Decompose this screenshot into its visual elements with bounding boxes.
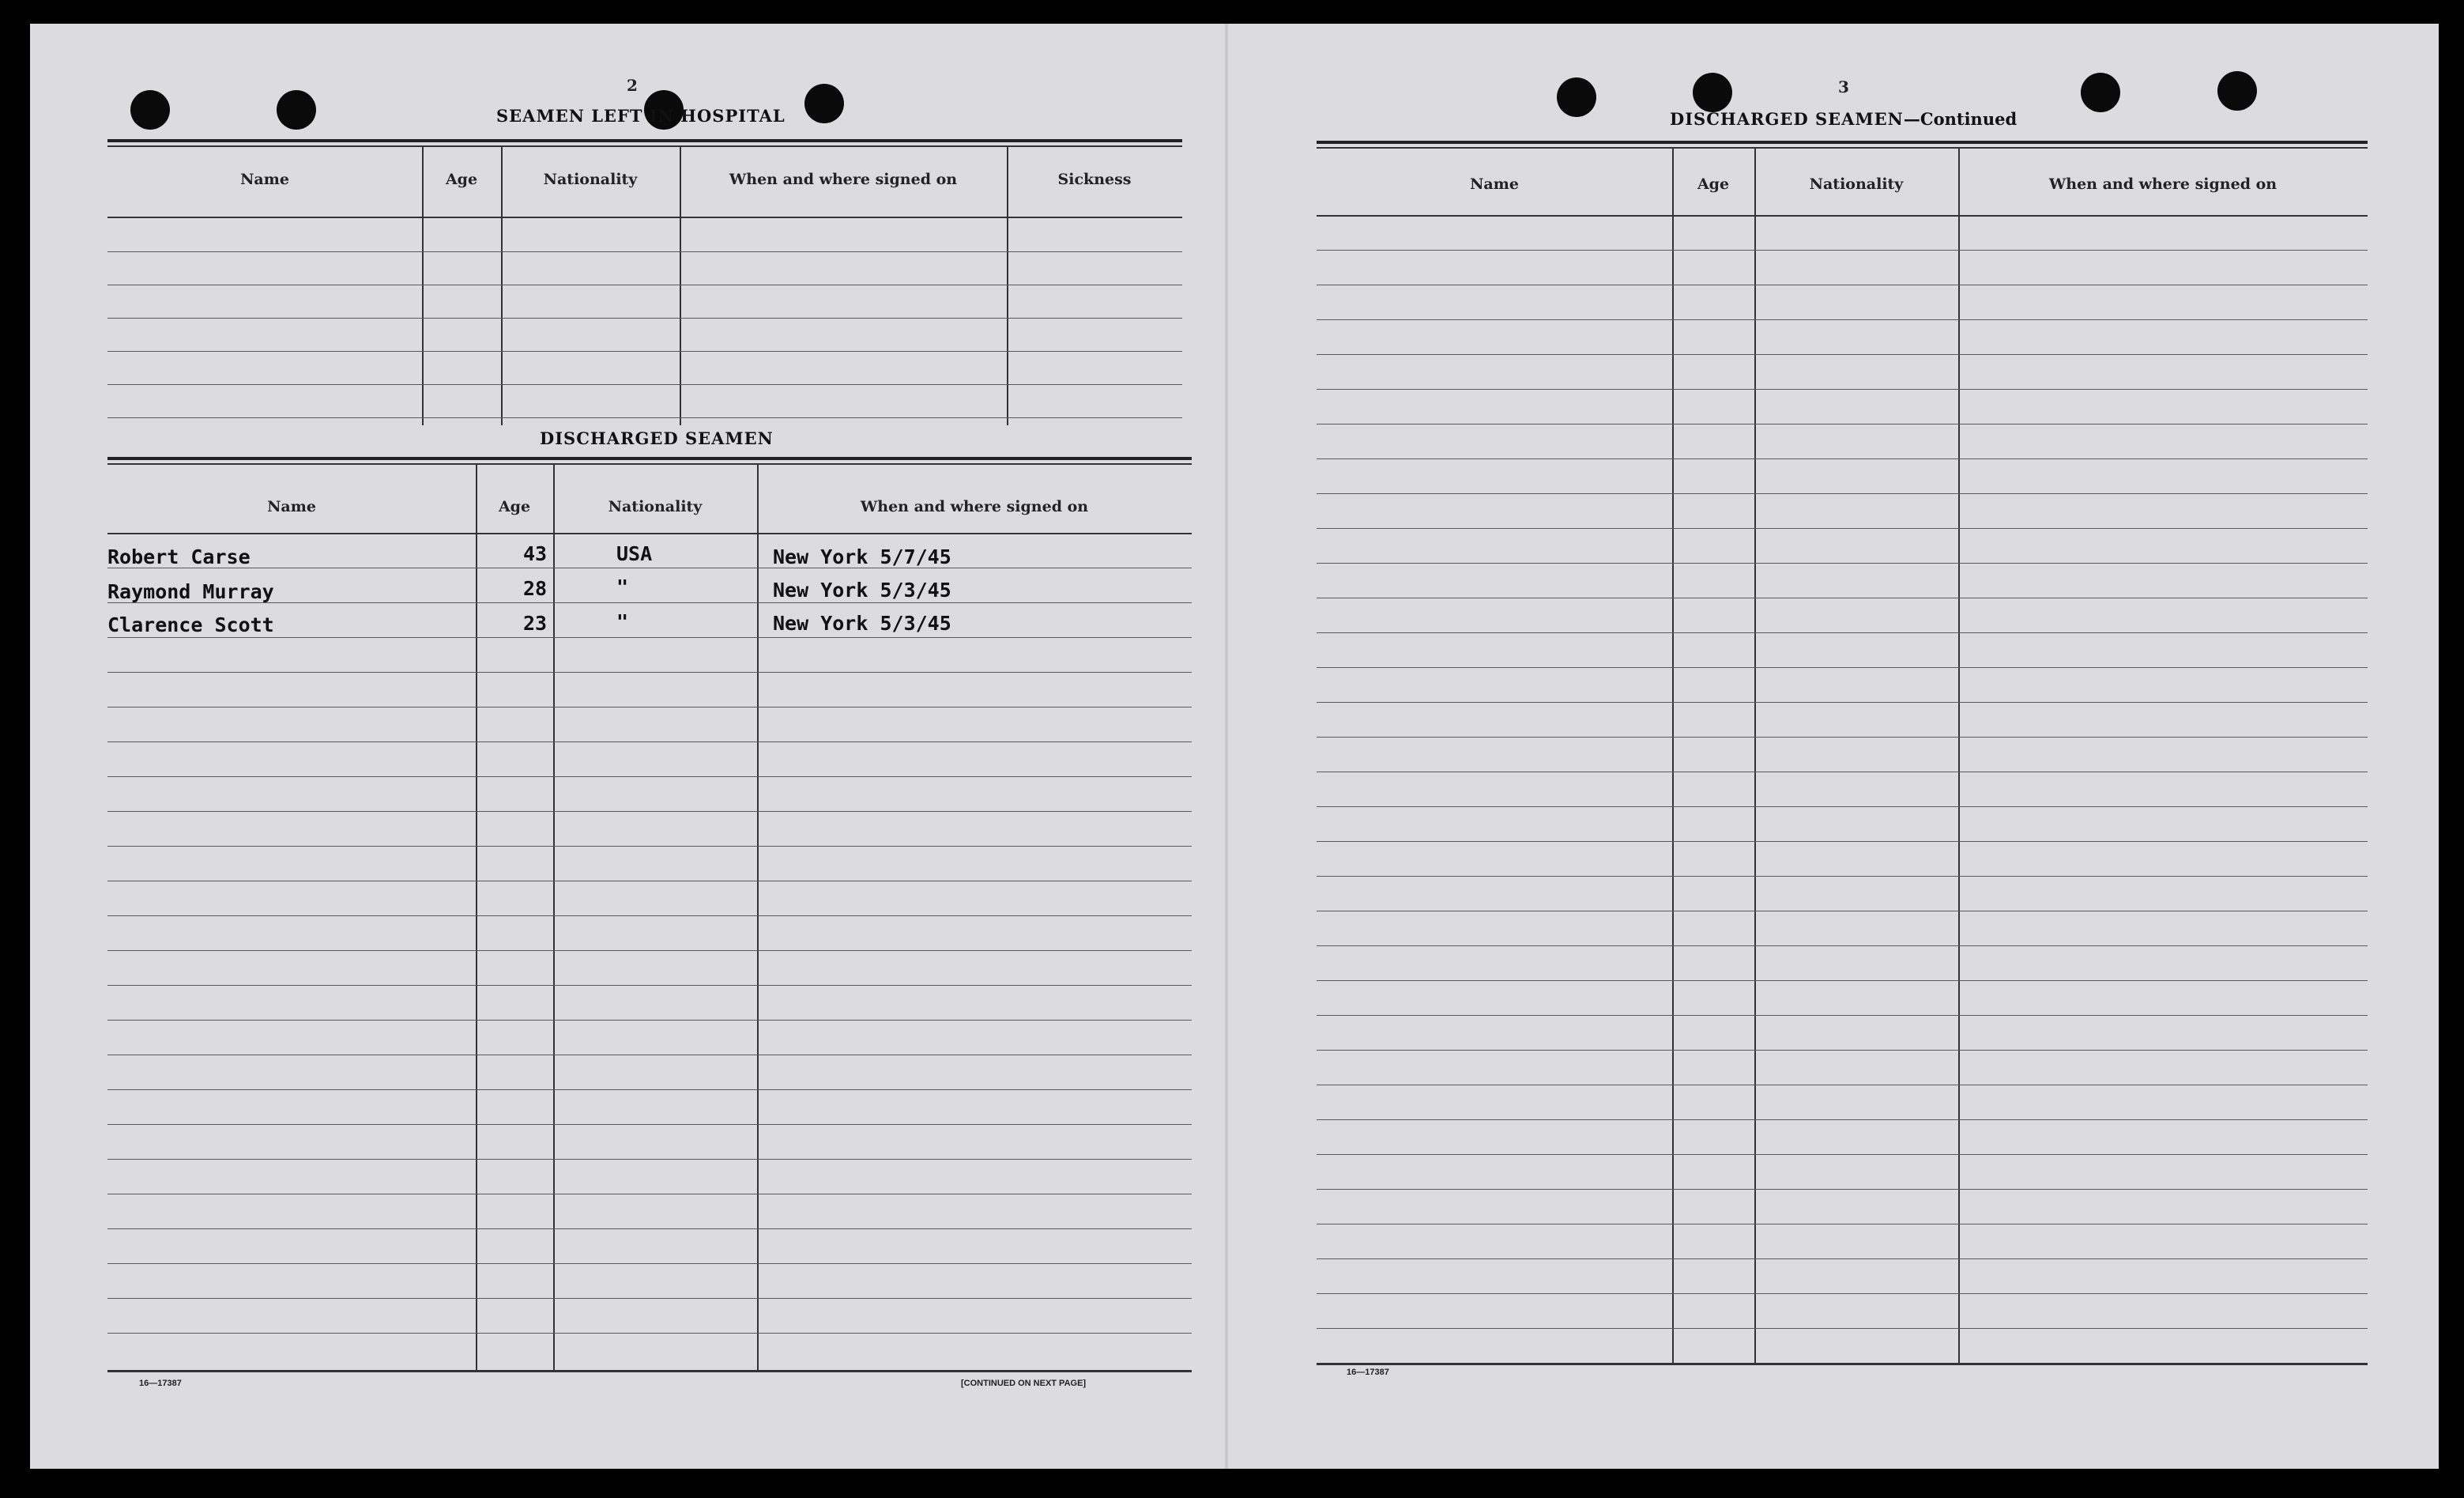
discharged-col-age: Age	[498, 498, 531, 515]
seaman-age: 43	[523, 542, 548, 565]
hospital-col-sickness: Sickness	[1057, 171, 1132, 188]
discharged-col-name: Name	[267, 498, 316, 515]
page-number-right: 3	[1838, 77, 1849, 96]
continued-col-age: Age	[1697, 175, 1730, 193]
punch-hole	[277, 90, 316, 130]
continued-col-nationality: Nationality	[1809, 175, 1904, 193]
discharged-continued-main: DISCHARGED SEAMEN	[1670, 109, 1904, 129]
hospital-col-signed-on: When and where signed on	[729, 171, 958, 188]
page-number-left: 2	[627, 76, 638, 95]
seaman-signed-on: New York 5/7/45	[773, 545, 951, 568]
hospital-section-title: SEAMEN LEFT IN HOSPITAL	[496, 106, 786, 126]
seaman-nationality: "	[616, 610, 629, 633]
form-number-right: 16—17387	[1347, 1368, 1389, 1377]
seaman-nationality: "	[616, 575, 629, 598]
seaman-nationality: USA	[616, 542, 653, 565]
continued-col-name: Name	[1470, 175, 1519, 193]
punch-hole	[130, 90, 170, 130]
punch-hole	[2217, 71, 2257, 111]
seaman-signed-on: New York 5/3/45	[773, 579, 951, 602]
discharged-section-title: DISCHARGED SEAMEN	[540, 428, 774, 448]
continued-note: [CONTINUED ON NEXT PAGE]	[961, 1379, 1087, 1388]
hospital-table	[107, 139, 1182, 425]
punch-hole	[1557, 77, 1596, 117]
table-row	[107, 545, 251, 568]
table-row	[107, 580, 274, 603]
discharged-continued-table	[1317, 141, 2368, 1363]
seaman-age: 28	[523, 577, 548, 600]
discharged-col-signed-on: When and where signed on	[860, 498, 1089, 515]
document-sheet	[30, 24, 2439, 1469]
seaman-name: Robert Carse	[107, 545, 251, 568]
punch-hole	[804, 84, 844, 123]
seaman-name: Raymond Murray	[107, 580, 274, 603]
seaman-age: 23	[523, 612, 548, 635]
hospital-col-nationality: Nationality	[543, 171, 638, 188]
discharged-continued-suffix: —Continued	[1903, 109, 2018, 129]
punch-hole	[1693, 73, 1732, 112]
continued-col-signed-on: When and where signed on	[2048, 175, 2278, 193]
seaman-signed-on: New York 5/3/45	[773, 612, 951, 635]
punch-hole	[2081, 73, 2120, 112]
table-row	[107, 613, 274, 636]
discharged-table	[107, 457, 1192, 1370]
seaman-name: Clarence Scott	[107, 613, 274, 636]
discharged-continued-title	[1670, 109, 2017, 129]
form-number-left: 16—17387	[139, 1379, 182, 1388]
discharged-col-nationality: Nationality	[608, 498, 703, 515]
hospital-col-age: Age	[445, 171, 478, 188]
hospital-col-name: Name	[240, 171, 289, 188]
